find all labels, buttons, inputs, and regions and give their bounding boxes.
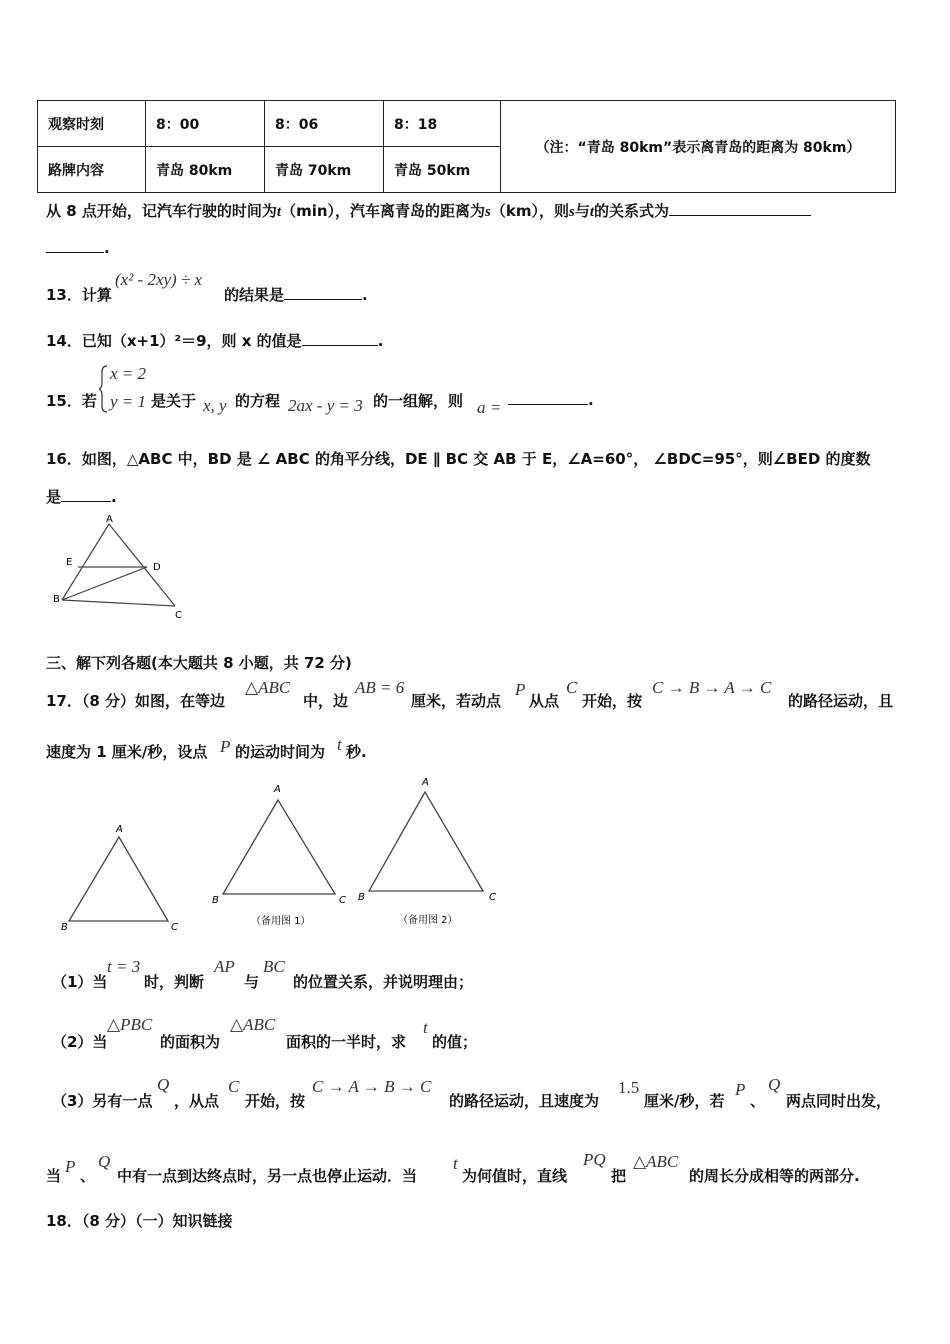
label-B: B bbox=[212, 895, 219, 906]
text: 的关系式为 bbox=[594, 202, 670, 220]
row-label: 观察时刻 bbox=[38, 101, 146, 147]
text: 从点 bbox=[529, 692, 560, 710]
text: 速度为 1 厘米/秒，设点 bbox=[46, 743, 208, 761]
label-A: A bbox=[422, 777, 429, 788]
text: 的位置关系，并说明理由； bbox=[293, 973, 474, 991]
math-var: t bbox=[423, 1018, 428, 1037]
answer-blank[interactable] bbox=[302, 331, 378, 346]
table-cell: 青岛 50km bbox=[384, 147, 501, 193]
text: 中有一点到达终点时，另一点也停止运动．当 bbox=[117, 1167, 418, 1185]
label-B: B bbox=[358, 892, 365, 903]
math-var: t bbox=[453, 1154, 458, 1173]
question-18: 18．（8 分）（一）知识链接 bbox=[46, 1212, 233, 1230]
question-12-line1 bbox=[46, 200, 811, 221]
text: 与 bbox=[244, 973, 260, 991]
math-var: P bbox=[515, 680, 526, 699]
answer-blank[interactable] bbox=[508, 390, 588, 405]
question-15-prefix: 15．若 bbox=[46, 392, 97, 410]
text: 当 bbox=[46, 1167, 62, 1185]
text: . bbox=[111, 488, 117, 506]
math-var: s bbox=[568, 204, 575, 220]
label-A: A bbox=[274, 784, 281, 795]
text: 、 bbox=[80, 1167, 96, 1185]
question-16-line2 bbox=[46, 486, 117, 507]
math-var: P bbox=[735, 1080, 746, 1099]
equilateral-triangle-figures bbox=[55, 770, 515, 940]
text: 、 bbox=[750, 1092, 766, 1110]
row-label: 路牌内容 bbox=[38, 147, 146, 193]
text: 17．（8 分）如图，在等边 bbox=[46, 692, 226, 710]
question-14 bbox=[46, 330, 383, 351]
math-var: Q bbox=[157, 1075, 170, 1094]
question-16-line1: 16．如图，△ABC 中，BD 是 ∠ ABC 的角平分线，DE ∥ BC 交 AB 于 E，∠A=60°， ∠BDC=95°，则∠BED 的度数 bbox=[46, 450, 871, 468]
label-E: E bbox=[66, 557, 73, 568]
section-heading: 三、解下列各题(本大题共 8 小题，共 72 分) bbox=[46, 654, 352, 672]
text: 时，判断 bbox=[144, 973, 205, 991]
text: 的方程 bbox=[235, 392, 281, 410]
label-C: C bbox=[489, 892, 496, 903]
answer-blank[interactable] bbox=[61, 487, 111, 502]
question-12-line2 bbox=[46, 238, 110, 257]
text: 中，边 bbox=[303, 692, 349, 710]
math-var: Q bbox=[98, 1152, 111, 1171]
text: 从 8 点开始，记汽车行驶的时间为 bbox=[46, 202, 277, 220]
text: 与 bbox=[574, 202, 590, 220]
text: 的路径运动，且速度为 bbox=[449, 1092, 600, 1110]
text: （3）另有一点 bbox=[52, 1092, 153, 1110]
observation-table bbox=[37, 100, 896, 193]
text: 厘米，若动点 bbox=[411, 692, 502, 710]
math-var: s bbox=[485, 204, 491, 220]
text: . bbox=[377, 332, 384, 350]
label-B: B bbox=[61, 922, 68, 933]
caption-spare-2: （备用图 2） bbox=[398, 915, 458, 926]
math-var: C bbox=[228, 1077, 240, 1096]
math-triangle: △PBC bbox=[107, 1015, 153, 1034]
spare-triangle-1 bbox=[212, 784, 346, 927]
text: ，从点 bbox=[174, 1092, 220, 1110]
math-triangle: △ABC bbox=[245, 678, 291, 697]
text: 是 bbox=[46, 488, 62, 506]
caption-spare-1: （备用图 1） bbox=[251, 916, 311, 927]
question-13 bbox=[46, 284, 112, 305]
math-var: t bbox=[337, 735, 342, 754]
question-13-tail bbox=[224, 284, 368, 305]
label-D: D bbox=[153, 562, 161, 573]
table-cell: 8：18 bbox=[384, 101, 501, 147]
table-cell: 青岛 80km bbox=[146, 147, 265, 193]
table-cell: 8：00 bbox=[146, 101, 265, 147]
text: 秒. bbox=[346, 743, 367, 761]
text: 把 bbox=[611, 1167, 627, 1185]
text: 厘米/秒，若 bbox=[644, 1092, 725, 1110]
text: . bbox=[362, 286, 368, 304]
math-equation: t = 3 bbox=[107, 957, 141, 976]
segment-AC bbox=[109, 524, 175, 606]
text: 是关于 bbox=[151, 392, 197, 410]
system-brace bbox=[99, 364, 109, 414]
math-equation: 2ax - y = 3 bbox=[288, 396, 363, 415]
text: （2）当 bbox=[52, 1033, 108, 1051]
question-15-tail bbox=[508, 390, 594, 409]
main-triangle bbox=[61, 824, 178, 933]
answer-blank[interactable] bbox=[46, 238, 104, 253]
label-A: A bbox=[106, 514, 113, 525]
math-var: t bbox=[276, 204, 282, 220]
table-note: （注：“青岛 80km”表示离青岛的距离为 80km） bbox=[501, 101, 896, 193]
table-cell: 青岛 70km bbox=[265, 147, 384, 193]
text: . bbox=[588, 391, 594, 409]
equation-1: x = 2 bbox=[110, 364, 147, 383]
table-row bbox=[38, 101, 896, 147]
text: . bbox=[104, 239, 110, 257]
label-C: C bbox=[171, 922, 178, 933]
text: （km），则 bbox=[490, 202, 569, 220]
text: 13．计算 bbox=[46, 286, 112, 304]
text: 为何值时，直线 bbox=[462, 1167, 568, 1185]
math-answer-label: a = bbox=[477, 398, 502, 417]
math-line: PQ bbox=[583, 1150, 606, 1169]
text: 的结果是 bbox=[224, 286, 285, 304]
text: 的面积为 bbox=[160, 1033, 221, 1051]
label-A: A bbox=[116, 824, 123, 835]
math-var: P bbox=[220, 737, 231, 756]
answer-blank[interactable] bbox=[284, 285, 362, 300]
math-segment: AP bbox=[214, 957, 235, 976]
math-number: 1.5 bbox=[618, 1078, 640, 1097]
math-vars: x, y bbox=[203, 396, 227, 415]
table-cell: 8：06 bbox=[265, 101, 384, 147]
text: 的一组解，则 bbox=[373, 392, 464, 410]
text: 14．已知（x+1）²＝9，则 x 的值是 bbox=[46, 332, 302, 350]
segment-BC bbox=[62, 600, 175, 606]
label-B: B bbox=[53, 594, 60, 605]
text: 的路径运动，且 bbox=[788, 692, 894, 710]
text: 开始，按 bbox=[582, 692, 643, 710]
spare-triangle-2 bbox=[358, 777, 496, 926]
text: 面积的一半时，求 bbox=[286, 1033, 407, 1051]
label-C: C bbox=[339, 895, 346, 906]
text: 的周长分成相等的两部分. bbox=[689, 1167, 860, 1185]
text: 两点同时出发， bbox=[786, 1092, 892, 1110]
text: 的运动时间为 bbox=[235, 743, 326, 761]
math-expression: (x² - 2xy) ÷ x bbox=[115, 270, 203, 289]
equation-2: y = 1 bbox=[110, 392, 147, 411]
math-var: P bbox=[65, 1157, 76, 1176]
math-equation: AB = 6 bbox=[355, 678, 405, 697]
answer-blank[interactable] bbox=[669, 201, 811, 216]
math-triangle: △ABC bbox=[633, 1152, 679, 1171]
math-triangle: △ABC bbox=[230, 1015, 276, 1034]
text: 的值； bbox=[432, 1033, 478, 1051]
math-path: C → B → A → C bbox=[652, 678, 772, 697]
math-path: C → A → B → C bbox=[312, 1077, 432, 1096]
math-var: C bbox=[566, 678, 578, 697]
text: （1）当 bbox=[52, 973, 108, 991]
label-C: C bbox=[175, 610, 182, 621]
text: （min），汽车离青岛的距离为 bbox=[281, 202, 486, 220]
triangle-figure-16 bbox=[50, 510, 200, 622]
math-segment: BC bbox=[263, 957, 285, 976]
segment-BD bbox=[62, 567, 147, 600]
math-var: Q bbox=[768, 1075, 781, 1094]
text: 开始，按 bbox=[245, 1092, 306, 1110]
math-var: t bbox=[589, 204, 594, 220]
